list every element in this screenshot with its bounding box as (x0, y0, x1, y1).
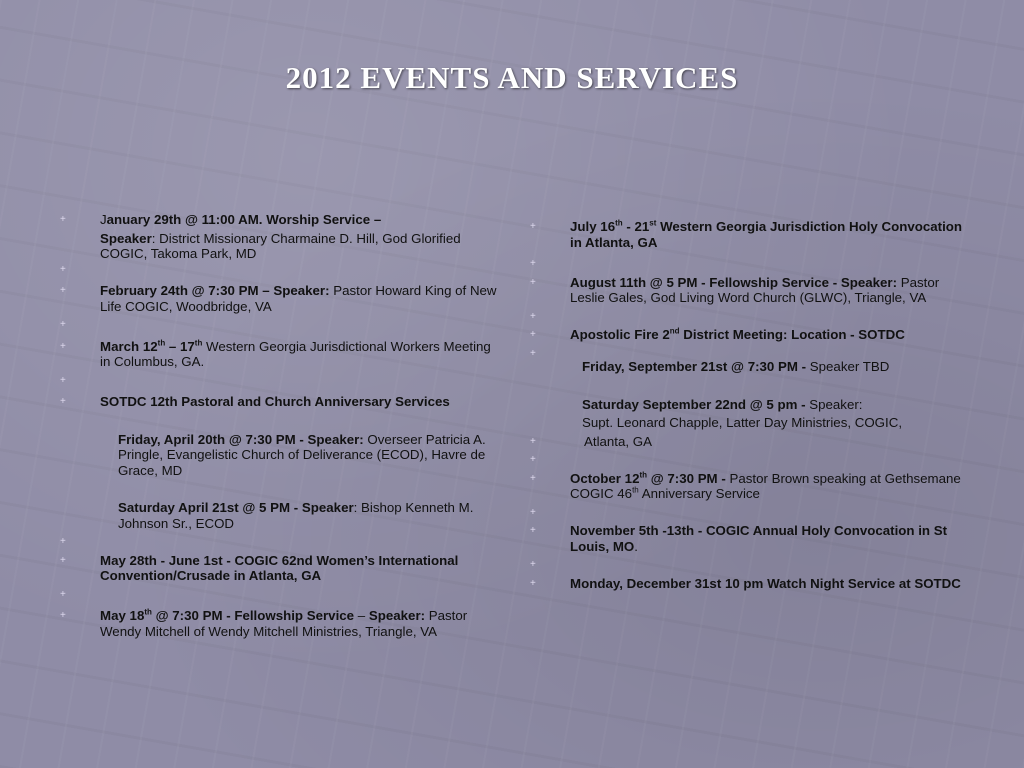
event-january-29: + January 29th @ 11:00 AM. Worship Service – (60, 212, 382, 227)
event-apostolic-fire: + Apostolic Fire 2nd District Meeting: Location - SOTDC (530, 326, 905, 342)
bullet-icon: + (60, 263, 66, 275)
bullet-icon: + (530, 577, 536, 589)
bullet-icon: + (60, 588, 66, 600)
bullet-icon: + (530, 347, 536, 359)
bullet-icon: + (530, 454, 536, 465)
empty-bullet (530, 452, 970, 468)
bullet-icon: + (530, 310, 536, 322)
bullet-icon: + (60, 610, 66, 621)
left-column (60, 212, 500, 639)
empty-bullet (60, 373, 500, 389)
event-december-31: + Monday, December 31st 10 pm Watch Night Service at SOTDC (530, 575, 961, 591)
bullet-icon: + (530, 329, 536, 340)
empty-bullet (530, 256, 970, 272)
right-column (530, 219, 970, 591)
empty-bullet (60, 262, 500, 278)
event-april-21: Saturday April 21st @ 5 PM - Speaker: Bishop Kenneth M. Johnson Sr., ECOD (118, 500, 474, 531)
bullet-icon: + (60, 554, 66, 566)
event-september-22-location: + Atlanta, GA (530, 433, 652, 449)
event-september-22: Saturday September 22nd @ 5 pm - Speaker: (582, 396, 863, 412)
empty-bullet (530, 557, 970, 573)
event-october-12: + October 12th @ 7:30 PM - Pastor Brown speaking at Gethsemane COGIC 46th Anniversary Service (530, 470, 961, 501)
event-january-29-speaker: Speaker: District Missionary Charmaine D. Hill, God Glorified COGIC, Takoma Park, MD (100, 230, 461, 261)
bullet-icon: + (60, 285, 66, 296)
bullet-icon: + (530, 559, 536, 570)
bullet-icon: + (60, 214, 66, 225)
page-title: 2012 EVENTS AND SERVICES (285, 60, 739, 95)
empty-bullet (60, 587, 500, 603)
bullet-icon: + (60, 319, 66, 330)
bullet-icon: + (60, 396, 66, 407)
event-september-21: Friday, September 21st @ 7:30 PM - Speaker TBD (582, 359, 890, 374)
event-july-16: + July 16th - 21st Western Georgia Jurisdiction Holy Convocation in Atlanta, GA (530, 218, 963, 250)
bullet-icon: + (60, 374, 66, 386)
event-august-11: + August 11th @ 5 PM - Fellowship Service - Speaker: Pastor Leslie Gales, God Living Word Church (GLWC), Triangle, VA (530, 274, 940, 305)
empty-bullet (60, 534, 500, 550)
bullet-icon: + (60, 536, 66, 547)
event-may-18: + May 18th @ 7:30 PM - Fellowship Service – Speaker: Pastor Wendy Mitchell of Wendy Mitchell Ministries, Triangle, VA (60, 607, 468, 639)
bullet-icon: + (530, 221, 536, 232)
event-september-22-speaker: Supt. Leonard Chapple, Latter Day Ministries, COGIC, (582, 415, 903, 430)
bullet-icon: + (530, 525, 536, 536)
event-november-5: + November 5th -13th - COGIC Annual Holy Convocation in St Louis, MO. (530, 523, 948, 554)
event-march-12: + March 12th – 17th Western Georgia Jurisdictional Workers Meeting in Columbus, GA. (60, 338, 491, 369)
event-february-24: + February 24th @ 7:30 PM – Speaker: Pastor Howard King of New Life COGIC, Woodbridge, VA (60, 283, 497, 314)
bullet-icon: + (530, 276, 536, 288)
bullet-icon: + (530, 472, 536, 484)
bullet-icon: + (530, 258, 536, 269)
event-may-28: + May 28th - June 1st - COGIC 62nd Women’s International Convention/Crusade in Atlanta, GA (60, 552, 459, 583)
empty-bullet (60, 317, 500, 333)
event-sotdc-anniversary: + SOTDC 12th Pastoral and Church Anniversary Services (60, 394, 450, 409)
empty-bullet (530, 505, 970, 521)
bullet-icon: + (60, 340, 66, 352)
empty-bullet (530, 309, 970, 325)
bullet-icon: + (530, 506, 536, 518)
bullet-icon: + (530, 435, 536, 447)
event-april-20: Friday, April 20th @ 7:30 PM - Speaker: Overseer Patricia A. Pringle, Evangelistic Church of Deliverance (ECOD), Havre de Grace, MD (118, 431, 486, 478)
